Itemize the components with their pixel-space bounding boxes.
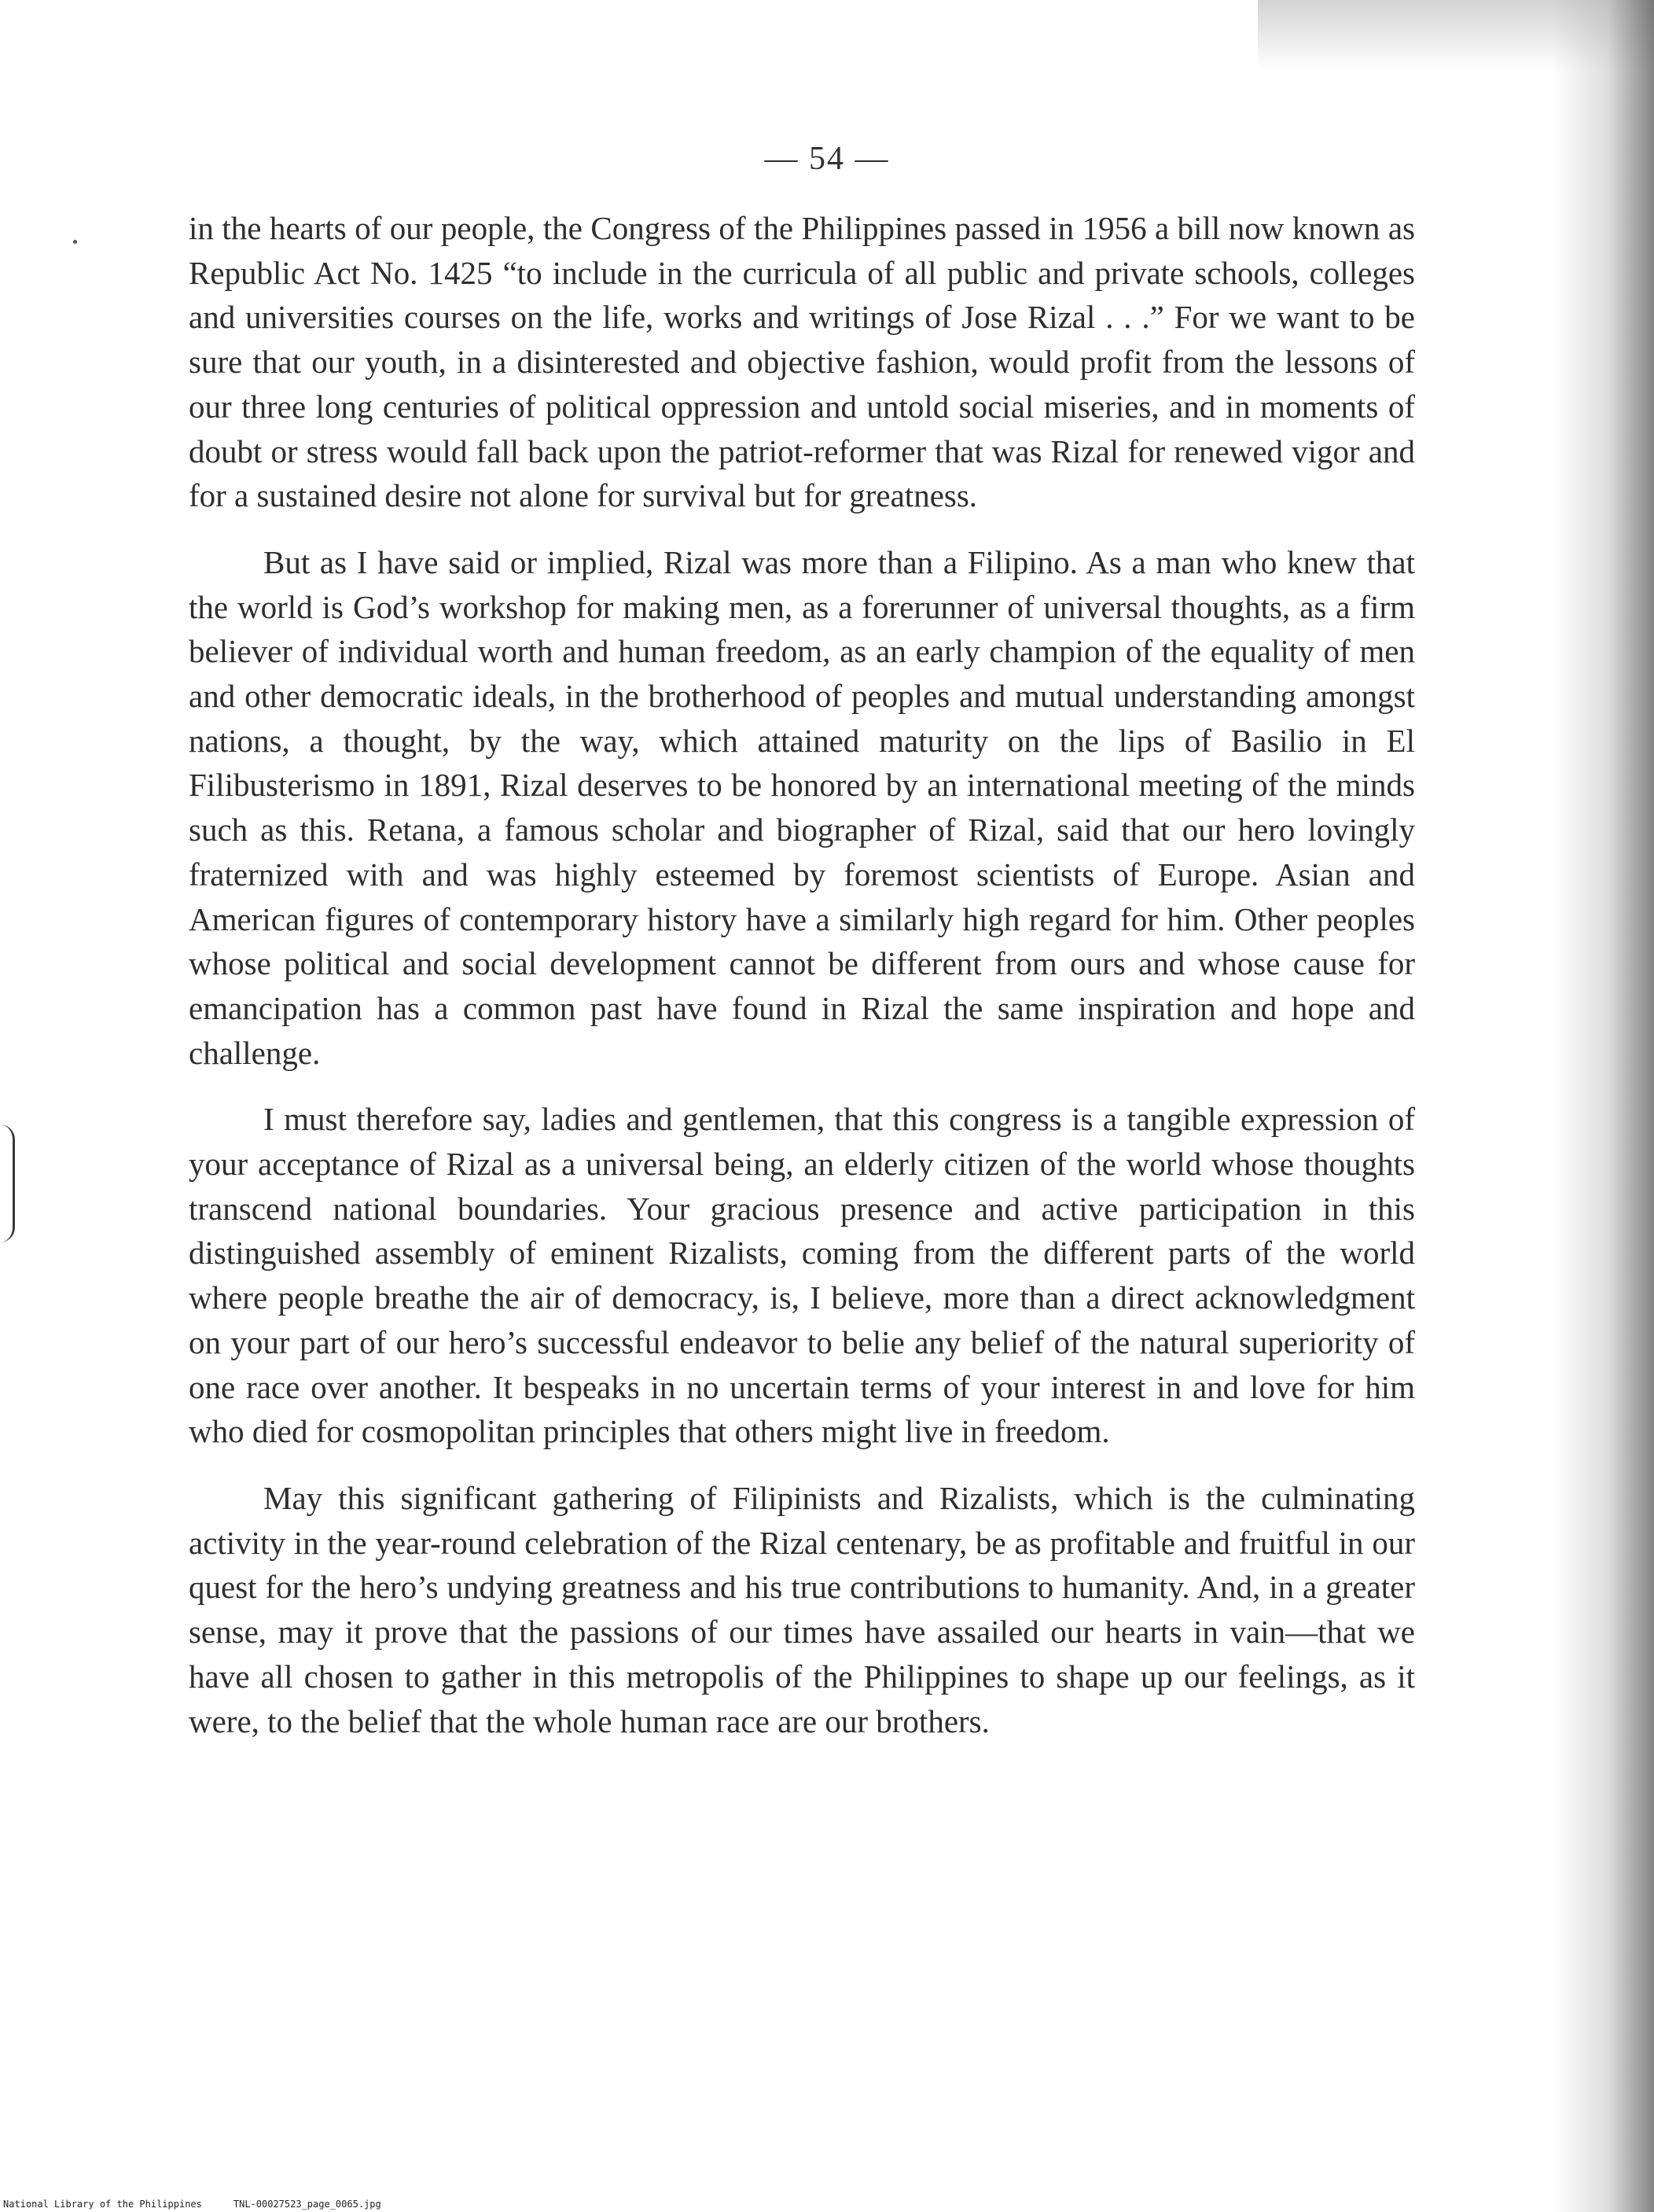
scan-footer xyxy=(3,2199,381,2210)
footer-file-id: TNL-00027523_page_0065.jpg xyxy=(233,2199,381,2210)
stray-mark xyxy=(73,240,77,244)
page-number: — 54 — xyxy=(764,141,890,177)
body-text xyxy=(189,206,1415,1765)
binding-mark xyxy=(0,1124,15,1242)
footer-library: National Library of the Philippines xyxy=(3,2199,202,2210)
paragraph-2: But as I have said or implied, Rizal was more than a Filipino. As a man who knew that the world is God’s workshop for making men, as a forerunner of universal thoughts, as a firm believer of individual worth and human freedom, as an early champion of the equality of men and other democratic ideals, in the brotherhood of peoples and mutual understanding amongst nations, a thought, by the way, which attained maturity on the lips of Basilio in El Filibusterismo in 1891, Rizal deserves to be honored by an international meeting of the minds such as this. Retana, a famous scholar and biographer of Rizal, said that our hero lovingly fraternized with and was highly esteemed by foremost scientists of Europe. Asian and American figures of contemporary history have a similarly high regard for him. Other peoples whose political and social development cannot be different from ours and whose cause for emancipation has a common past have found in Rizal the same inspiration and hope and challenge. xyxy=(189,543,1415,1071)
paragraph-1: in the hearts of our people, the Congress of the Philippines passed in 1956 a bill now known as Republic Act No. 1425 “to include in the curricula of all public and private schools, colleges and universities courses on the life, works and writings of Jose Rizal . . .” For we want to be sure that our youth, in a disinterested and objective fashion, would profit from the lessons of our three long centuries of political oppression and untold social miseries, and in moments of doubt or stress would fall back upon the patriot-reformer that was Rizal for renewed vigor and for a sustained desire not alone for survival but for greatness. xyxy=(189,210,1415,514)
scan-shadow-right xyxy=(1552,0,1654,2212)
paragraph-4: May this significant gathering of Filipinists and Rizalists, which is the culminating activity in the year-round celebration of the Rizal centenary, be as profitable and fruitful in our quest for the hero’s undying greatness and his true contributions to humanity. And, in a greater sense, may it prove that the passions of our times have assailed our hearts in vain—that we have all chosen to gather in this metropolis of the Philippines to shape up our feelings, as it were, to the belief that the whole human race are our brothers. xyxy=(189,1479,1415,1739)
paragraph-3: I must therefore say, ladies and gentlemen, that this congress is a tangible expression of your acceptance of Rizal as a universal being, an elderly citizen of the world whose thoughts transcend national boundaries. Your gracious presence and active participation in this distinguished assembly of eminent Rizalists, coming from the different parts of the world where people breathe the air of democracy, is, I believe, more than a direct acknowledgment on your part of our hero’s successful endeavor to belie any belief of the natural superiority of one race over another. It bespeaks in no uncertain terms of your interest in and love for him who died for cosmopolitan principles that others might live in freedom. xyxy=(189,1101,1415,1450)
